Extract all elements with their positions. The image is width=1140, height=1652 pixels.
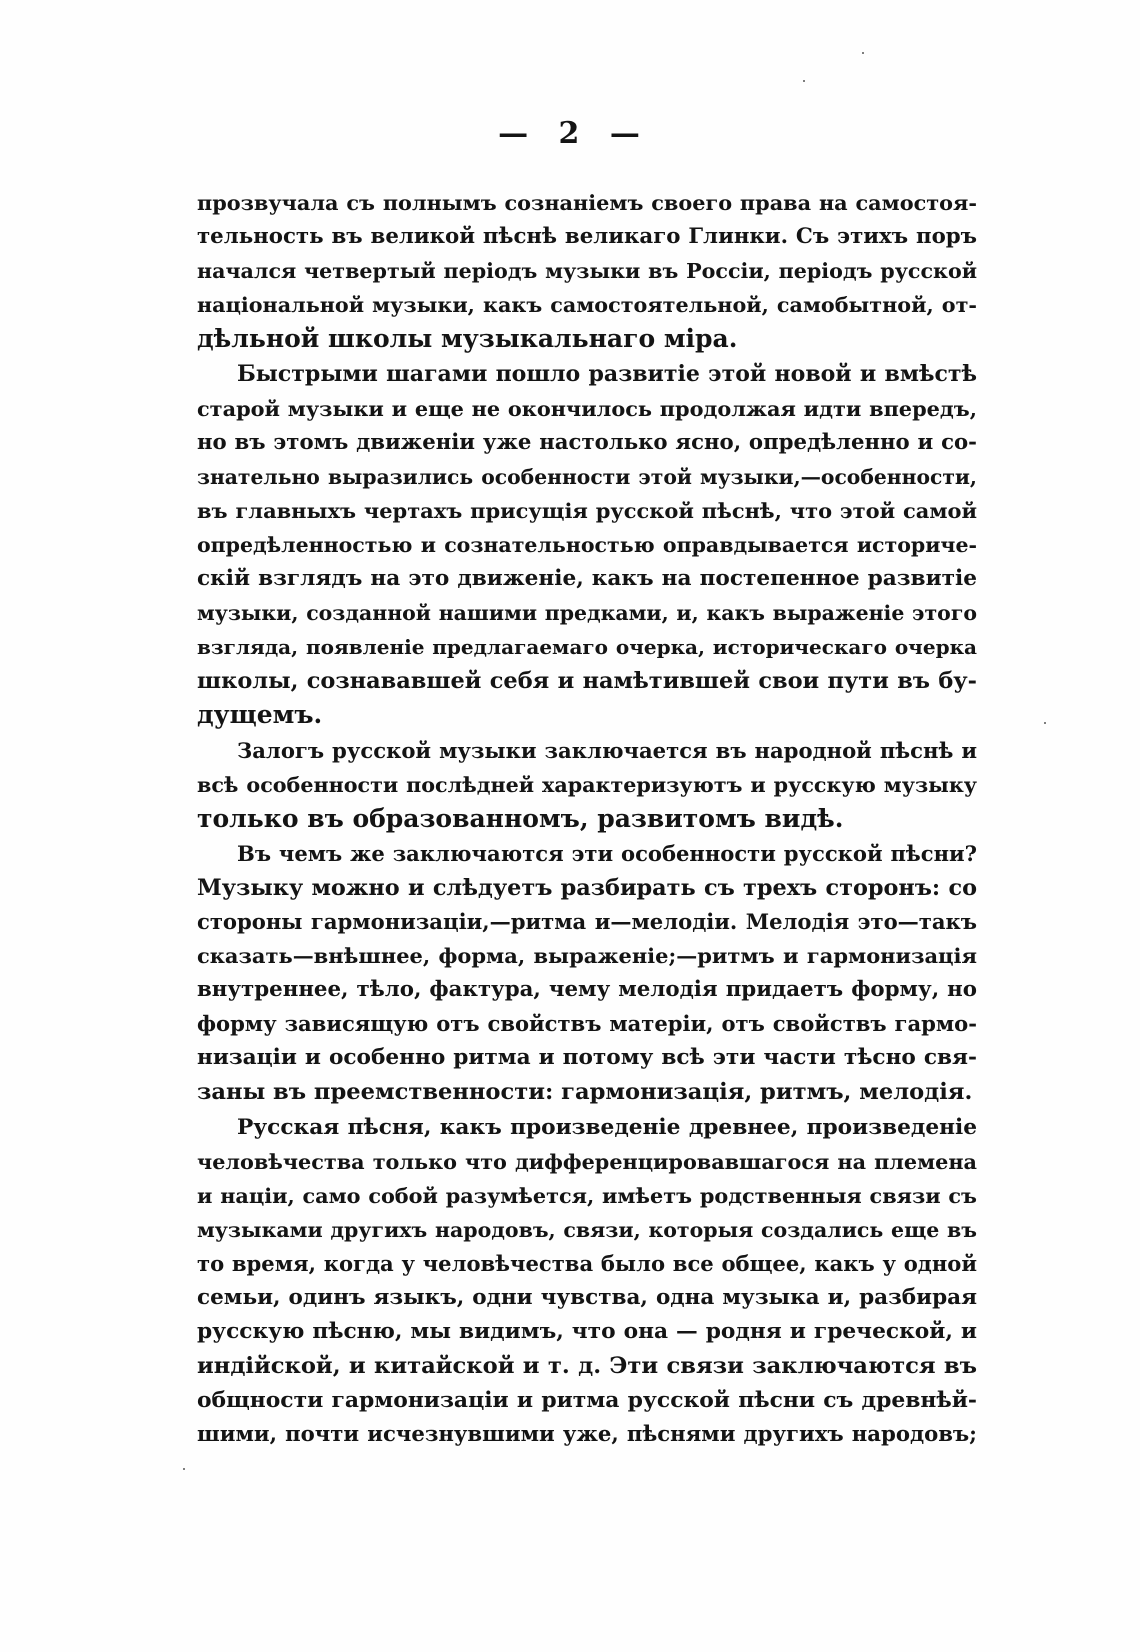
text-line: внутреннее, тѣло, фактура, чему мелодія придаетъ форму, но [197, 977, 977, 1003]
text-line: индійской, и китайской и т. д. Эти связи заключаются въ [197, 1353, 977, 1380]
text-line: всѣ особенности послѣдней характеризуютъ и русскую музыку [197, 772, 977, 797]
text-line: форму зависящую отъ свойствъ матеріи, отъ свойствъ гармо- [197, 1011, 977, 1037]
paragraph-5 [197, 1111, 977, 1452]
text-line: въ главныхъ чертахъ присущія русской пѣснѣ, что этой самой [197, 497, 977, 523]
page-number: — 2 — [498, 116, 642, 151]
text-line: взгляда, появленіе предлагаемаго очерка, историческаго очерка [197, 635, 977, 660]
paragraph-4 [197, 837, 977, 1110]
text-line: заны въ преемственности: гармонизація, ритмъ, мелодія. [197, 1079, 973, 1106]
text-line: русскую пѣсню, мы видимъ, что она — родня и греческой, и [197, 1319, 977, 1345]
text-line: семьи, одинъ языкъ, одни чувства, одна музыка и, разбирая [197, 1285, 977, 1310]
text-line: знательно выразились особенности этой музыки,—особенности, [197, 464, 977, 489]
text-line: скій взглядъ на это движеніе, какъ на постепенное развитіе [197, 566, 977, 592]
scan-speck [803, 80, 805, 82]
text-line: старой музыки и еще не окончилось продолжая идти впередъ, [197, 395, 977, 421]
text-line: опредѣленностью и сознательностью оправдывается историче- [197, 532, 977, 557]
text-line: стороны гармонизаціи,—ритма и—мелодіи. Мелодія это—такъ [197, 908, 977, 934]
text-line: дущемъ. [197, 700, 323, 730]
text-line: національной музыки, какъ самостоятельной, самобытной, от- [197, 293, 977, 318]
text-line: сказать—внѣшнее, форма, выраженіе;—ритмъ и гармонизація [197, 943, 977, 969]
text-line: шими, почти исчезнувшими уже, пѣснями другихъ народовъ; [197, 1421, 977, 1447]
scan-speck [1044, 722, 1046, 724]
text-line: только въ образованномъ, развитомъ видѣ. [197, 803, 844, 833]
text-line: Русская пѣсня, какъ произведеніе древнее, произведеніе [237, 1114, 977, 1140]
scan-speck [862, 52, 864, 54]
text-line: то время, когда у человѣчества было все общее, какъ у одной [197, 1250, 977, 1276]
text-line: общности гармонизаціи и ритма русской пѣсни съ древнѣй- [197, 1387, 977, 1414]
scan-speck [183, 1468, 185, 1470]
paragraph-3 [197, 734, 977, 836]
text-line: Въ чемъ же заключаются эти особенности русской пѣсни? [237, 840, 977, 866]
text-line: тельность въ великой пѣснѣ великаго Глинки. Съ этихъ поръ [197, 224, 977, 250]
text-line: школы, сознававшей себя и намѣтившей свои пути въ бу- [197, 668, 977, 695]
text-line: дѣльной школы музыкальнаго міра. [197, 324, 738, 354]
text-line: но въ этомъ движеніи уже настолько ясно, опредѣленно и со- [197, 429, 977, 455]
text-line: музыками другихъ народовъ, связи, которыя создались еще въ [197, 1217, 977, 1242]
text-line: низаціи и особенно ритма и потому всѣ эти части тѣсно свя- [197, 1045, 977, 1071]
text-line: Залогъ русской музыки заключается въ народной пѣснѣ и [237, 737, 977, 763]
text-line: начался четвертый періодъ музыки въ Россіи, періодъ русской [197, 259, 977, 284]
paragraph-2 [197, 357, 977, 732]
body-text [197, 186, 977, 1451]
text-line: Музыку можно и слѣдуетъ разбирать съ трехъ сторонъ: со [197, 874, 977, 901]
text-line: прозвучала съ полнымъ сознаніемъ своего права на самостоя- [197, 190, 977, 215]
text-line: музыки, созданной нашими предками, и, какъ выраженіе этого [197, 601, 977, 626]
text-line: человѣчества только что дифференцировавшагося на племена [197, 1149, 977, 1174]
text-line: Быстрыми шагами пошло развитіе этой новой и вмѣстѣ [237, 361, 977, 388]
paragraph-1 [197, 186, 977, 356]
text-line: и націи, само собой разумѣется, имѣетъ родственныя связи съ [197, 1182, 977, 1208]
